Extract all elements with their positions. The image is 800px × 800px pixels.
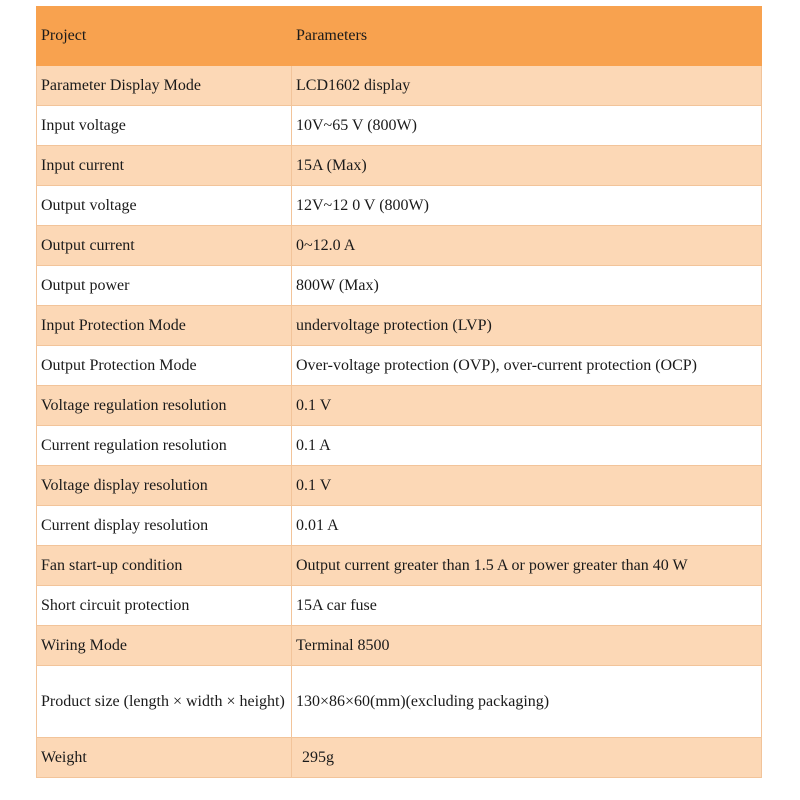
header-project: Project: [37, 7, 292, 66]
row-value: 130×86×60(mm)(excluding packaging): [292, 666, 762, 738]
row-value: 295g: [292, 738, 762, 778]
row-label: Input voltage: [37, 106, 292, 146]
table-row: [37, 146, 762, 186]
row-label: Output current: [37, 226, 292, 266]
row-value: 0~12.0 A: [292, 226, 762, 266]
table-row: [37, 426, 762, 466]
row-label: Output Protection Mode: [37, 346, 292, 386]
table-row: [37, 266, 762, 306]
table-row: [37, 346, 762, 386]
row-label: Voltage regulation resolution: [37, 386, 292, 426]
row-label: Output voltage: [37, 186, 292, 226]
row-value: 800W (Max): [292, 266, 762, 306]
row-label: Wiring Mode: [37, 626, 292, 666]
row-label: Input current: [37, 146, 292, 186]
table-row: [37, 186, 762, 226]
table-row: [37, 466, 762, 506]
table-row: [37, 546, 762, 586]
row-label: Voltage display resolution: [37, 466, 292, 506]
table-row: [37, 506, 762, 546]
table-row: [37, 386, 762, 426]
row-value: 0.1 V: [292, 466, 762, 506]
row-label: Input Protection Mode: [37, 306, 292, 346]
table-row: [37, 738, 762, 778]
spec-table: [36, 6, 762, 778]
table-row: [37, 306, 762, 346]
row-label: Weight: [37, 738, 292, 778]
row-value: Over-voltage protection (OVP), over-current protection (OCP): [292, 346, 762, 386]
row-value: undervoltage protection (LVP): [292, 306, 762, 346]
row-value: Output current greater than 1.5 A or power greater than 40 W: [292, 546, 762, 586]
table-row: [37, 626, 762, 666]
row-value: Terminal 8500: [292, 626, 762, 666]
table-row: [37, 226, 762, 266]
row-value: 15A (Max): [292, 146, 762, 186]
table-row: [37, 586, 762, 626]
row-value: 0.01 A: [292, 506, 762, 546]
table-row: [37, 666, 762, 738]
table-row: [37, 66, 762, 106]
table-row: [37, 106, 762, 146]
row-label: Parameter Display Mode: [37, 66, 292, 106]
row-value: 10V~65 V (800W): [292, 106, 762, 146]
row-value: 0.1 V: [292, 386, 762, 426]
row-value: 0.1 A: [292, 426, 762, 466]
row-value: 15A car fuse: [292, 586, 762, 626]
row-value: LCD1602 display: [292, 66, 762, 106]
table-header-row: [37, 7, 762, 66]
row-label: Current display resolution: [37, 506, 292, 546]
row-label: Short circuit protection: [37, 586, 292, 626]
row-value: 12V~12 0 V (800W): [292, 186, 762, 226]
header-parameters: Parameters: [292, 7, 762, 66]
row-label: Product size (length × width × height): [37, 666, 292, 738]
row-label: Fan start-up condition: [37, 546, 292, 586]
row-label: Current regulation resolution: [37, 426, 292, 466]
row-label: Output power: [37, 266, 292, 306]
